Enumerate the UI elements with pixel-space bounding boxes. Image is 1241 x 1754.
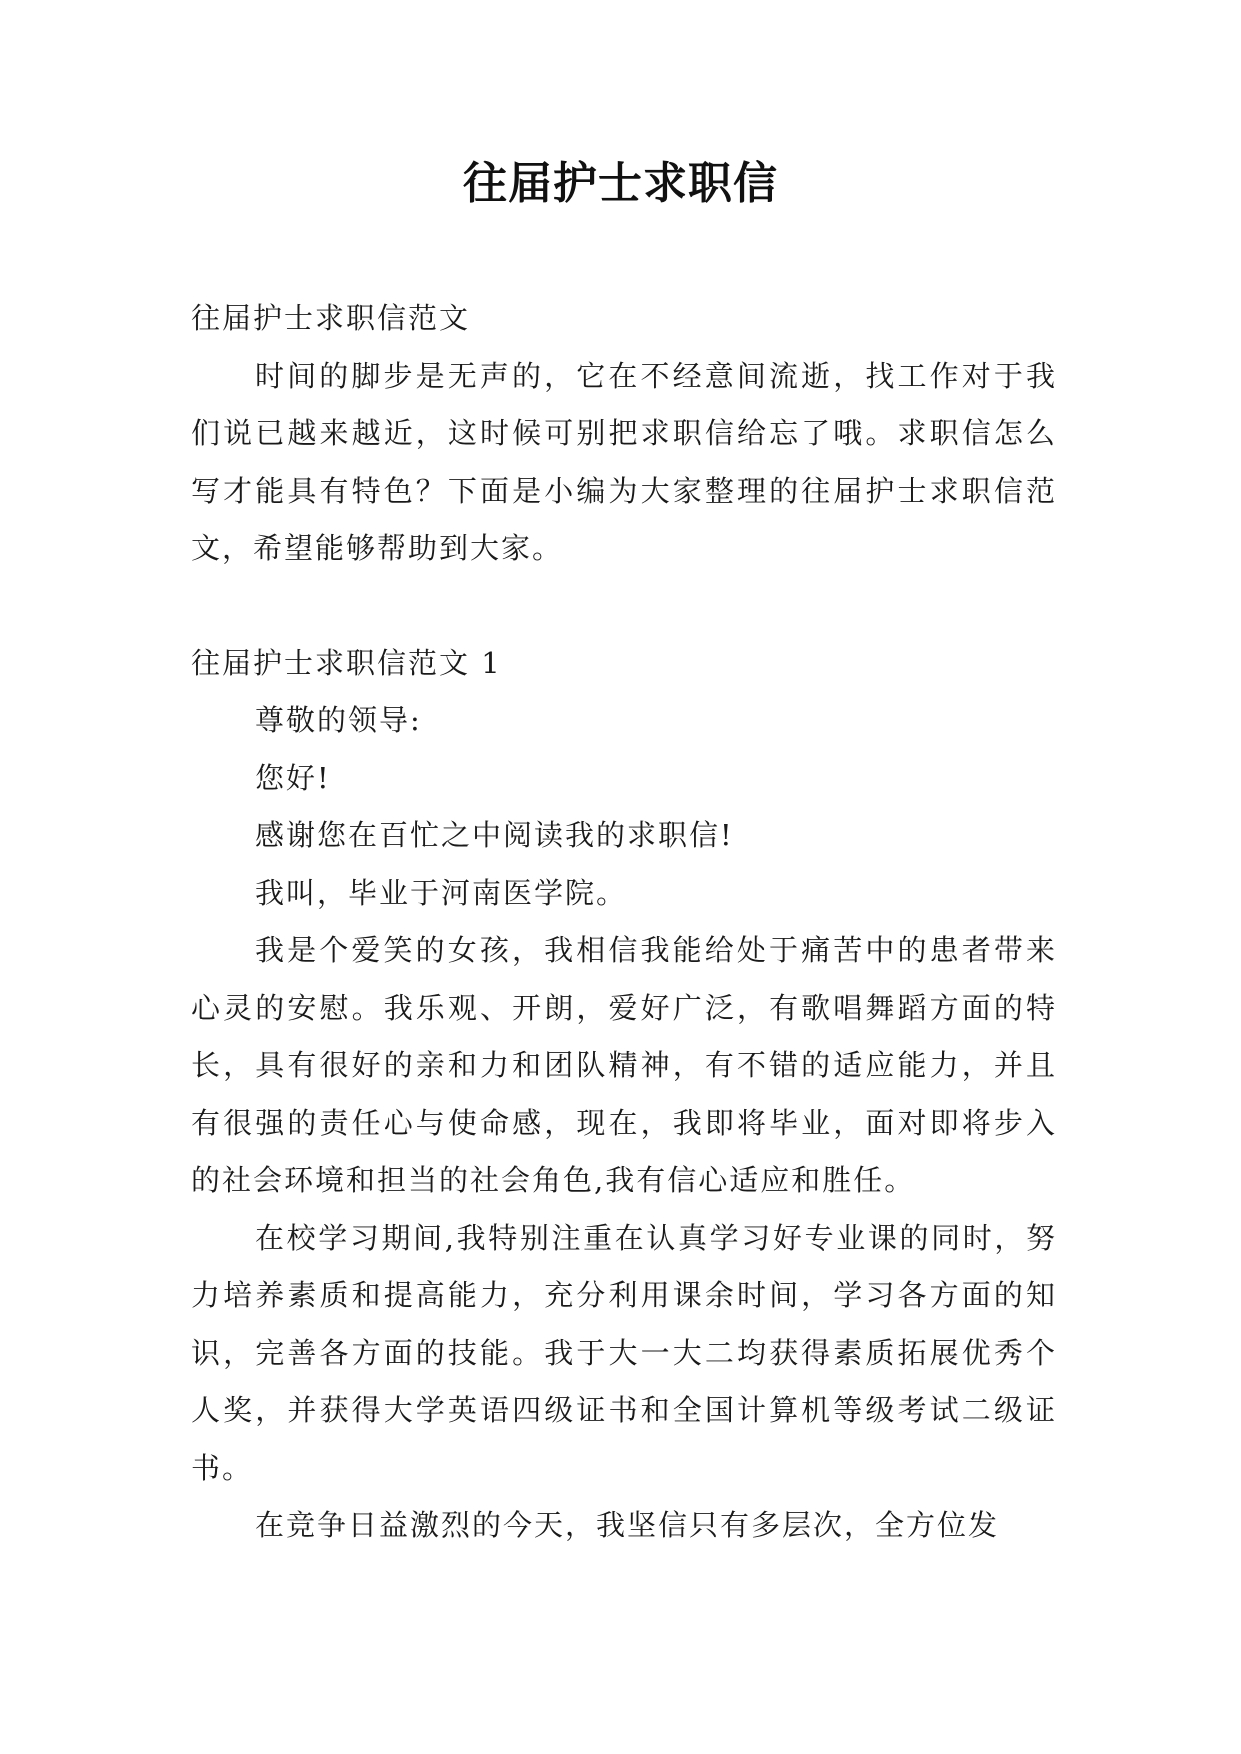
study-paragraph: 在校学习期间,我特别注重在认真学习好专业课的同时，努力培养素质和提高能力，充分利用课余时间，学习各方面的知识，完善各方面的技能。我于大一大二均获得素质拓展优秀个人奖，并获得大学英语四级证书和全国计算机等级考试二级证书。 xyxy=(191,1220,1057,1485)
greeting: 您好! xyxy=(255,760,331,795)
document-body xyxy=(191,290,1057,1555)
thanks-line: 感谢您在百忙之中阅读我的求职信! xyxy=(255,818,734,852)
section-heading: 往届护士求职信范文 1 xyxy=(191,645,502,680)
subtitle: 往届护士求职信范文 xyxy=(191,301,471,335)
competition-paragraph: 在竞争日益激烈的今天，我坚信只有多层次，全方位发 xyxy=(255,1508,1000,1542)
intro-paragraph: 时间的脚步是无声的，它在不经意间流逝，找工作对于我们说已越来越近，这时候可别把求职信给忘了哦。求职信怎么写才能具有特色？下面是小编为大家整理的往届护士求职信范文，希望能够帮助到大家。 xyxy=(191,358,1057,565)
self-intro-line: 我叫，毕业于河南医学院。 xyxy=(255,875,628,910)
page-title: 往届护士求职信 xyxy=(463,158,778,209)
personality-paragraph: 我是个爱笑的女孩，我相信我能给处于痛苦中的患者带来心灵的安慰。我乐观、开朗，爱好广泛，有歌唱舞蹈方面的特长，具有很好的亲和力和团队精神，有不错的适应能力，并且有很强的责任心与使命感，现在，我即将毕业，面对即将步入的社会环境和担当的社会角色,我有信心适应和胜任。 xyxy=(191,933,1057,1197)
salutation: 尊敬的领导: xyxy=(255,703,422,737)
paragraph-gap xyxy=(191,578,1057,635)
